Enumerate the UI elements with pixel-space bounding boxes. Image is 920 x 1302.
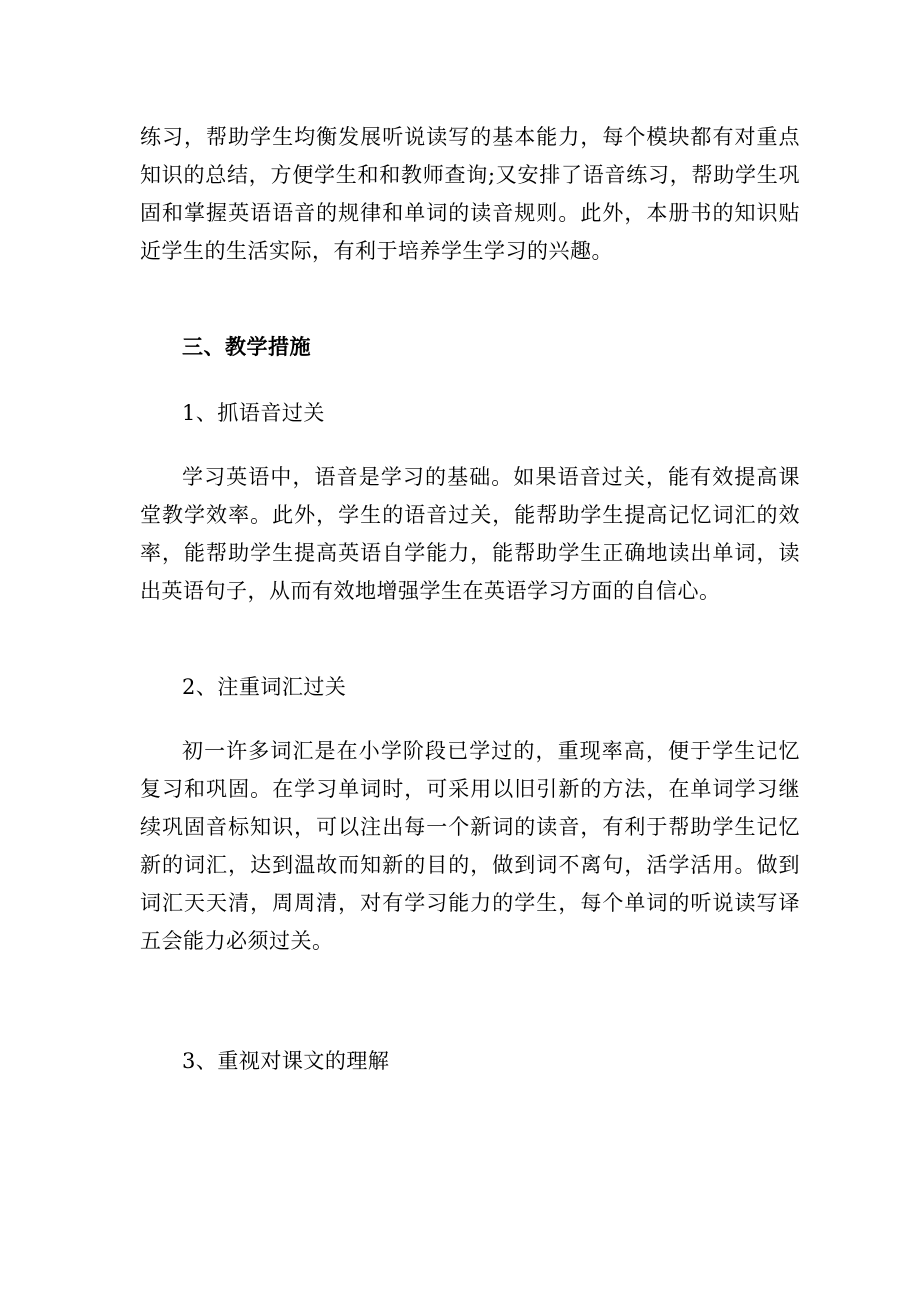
item1-body: 学习英语中，语音是学习的基础。如果语音过关，能有效提高课堂教学效率。此外，学生的语音过关，能帮助学生提高记忆词汇的效率，能帮助学生提高英语自学能力，能帮助学生正确地读出单词，读出英语句子，从而有效地增强学生在英语学习方面的自信心。: [140, 465, 800, 603]
item2-body: 初一许多词汇是在小学阶段已学过的，重现率高，便于学生记忆复习和巩固。在学习单词时，可采用以旧引新的方法，在单词学习继续巩固音标知识，可以注出每一个新词的读音，有利于帮助学生记忆新的词汇，达到温故而知新的目的，做到词不离句，活学活用。做到词汇天天清，周周清，对有学习能力的学生，每个单词的听说读写译五会能力必须过关。: [140, 739, 800, 953]
section-heading: 三、教学措施: [182, 334, 311, 359]
item2-title: 2、注重词汇过关: [182, 675, 347, 699]
item3-title: 3、重视对课文的理解: [182, 1049, 390, 1073]
item1-title: 1、抓语音过关: [182, 401, 325, 425]
intro-paragraph: 练习，帮助学生均衡发展听说读写的基本能力，每个模块都有对重点知识的总结，方便学生和和教师查询;又安排了语音练习，帮助学生巩固和掌握英语语音的规律和单词的读音规则。此外，本册书的知识贴近学生的生活实际，有利于培养学生学习的兴趣。: [140, 125, 800, 263]
